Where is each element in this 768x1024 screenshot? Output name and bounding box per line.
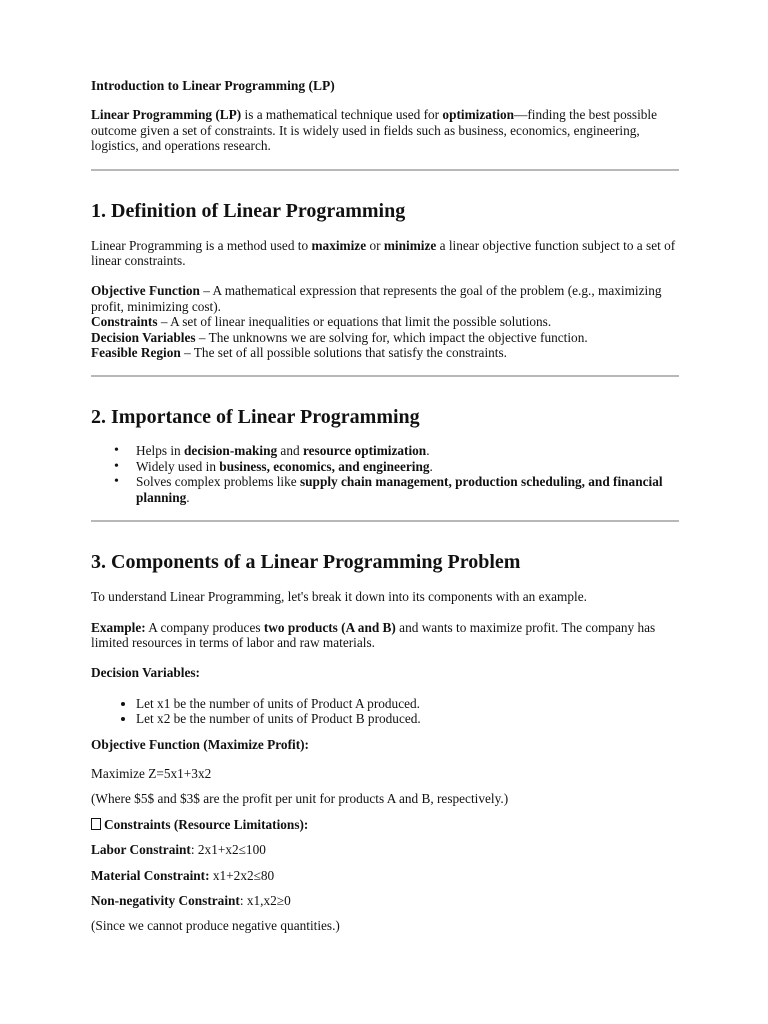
constraints-title: Constraints (Resource Limitations): — [91, 817, 681, 832]
section-divider — [91, 520, 679, 522]
section-divider — [91, 375, 679, 377]
definition-item: Constraints – A set of linear inequalities or equations that limit the possible solutions. — [91, 314, 552, 330]
intro-title: Introduction to Linear Programming (LP) — [91, 78, 335, 93]
section-divider — [91, 169, 679, 171]
definition-item: Objective Function – A mathematical expression that represents the goal of the problem (e.g., maximizing profit, minimizing cost). — [91, 283, 662, 314]
section-3-intro: To understand Linear Programming, let's break it down into its components with an example. — [91, 589, 587, 605]
definition-item: Decision Variables – The unknowns we are solving for, which impact the objective function. — [91, 329, 588, 345]
list-item: • Let x2 be the number of units of Product B produced. — [136, 711, 681, 726]
decision-variables-list — [91, 696, 681, 727]
definition-item: Feasible Region – The set of all possible solutions that satisfy the constraints. — [91, 345, 507, 361]
labor-constraint: Labor Constraint: 2x1+x2≤100 — [91, 842, 266, 858]
list-item: • Helps in decision-making and resource optimization. — [114, 443, 430, 459]
objective-formula: Maximize Z=5x1+3x2 — [91, 765, 212, 781]
section-1-heading: 1. Definition of Linear Programming — [91, 199, 406, 222]
bullet-icon: • — [114, 443, 119, 459]
list-item: • Solves complex problems like supply chain management, production scheduling, and financial planning. — [114, 474, 663, 505]
definition-list — [91, 283, 681, 360]
bullet-icon: • — [114, 458, 119, 474]
intro-paragraph: Linear Programming (LP) is a mathematical technique used for optimization—finding the best possible outcome given a set of constraints. It is widely used in fields such as business, economics, engineering, logistics, and operations research. — [91, 107, 658, 154]
section-3-heading: 3. Components of a Linear Programming Problem — [91, 551, 521, 574]
document-page — [91, 78, 681, 934]
final-note: (Since we cannot produce negative quantities.) — [91, 918, 340, 934]
objective-function-title: Objective Function (Maximize Profit): — [91, 736, 309, 752]
section-2-heading: 2. Importance of Linear Programming — [91, 406, 420, 429]
material-constraint: Material Constraint: x1+2x2≤80 — [91, 867, 275, 883]
importance-list — [91, 443, 681, 505]
term-lp: Linear Programming (LP) — [91, 107, 242, 123]
missing-glyph-icon — [91, 818, 101, 830]
objective-note: (Where $5$ and $3$ are the profit per unit for products A and B, respectively.) — [91, 791, 509, 807]
nonnegativity-constraint: Non-negativity Constraint: x1,x2≥0 — [91, 892, 291, 908]
example-paragraph: Example: A company produces two products (A and B) and wants to maximize profit. The company has limited resources in terms of labor and raw materials. — [91, 619, 656, 650]
section-1-paragraph: Linear Programming is a method used to maximize or minimize a linear objective function subject to a set of linear constraints. — [91, 237, 676, 269]
decision-variables-title: Decision Variables: — [91, 665, 200, 681]
list-item: • Widely used in business, economics, and engineering. — [114, 458, 433, 474]
bullet-icon: • — [114, 474, 119, 490]
term-optimization: optimization — [442, 107, 515, 123]
list-item: • Let x1 be the number of units of Product A produced. — [136, 696, 681, 711]
